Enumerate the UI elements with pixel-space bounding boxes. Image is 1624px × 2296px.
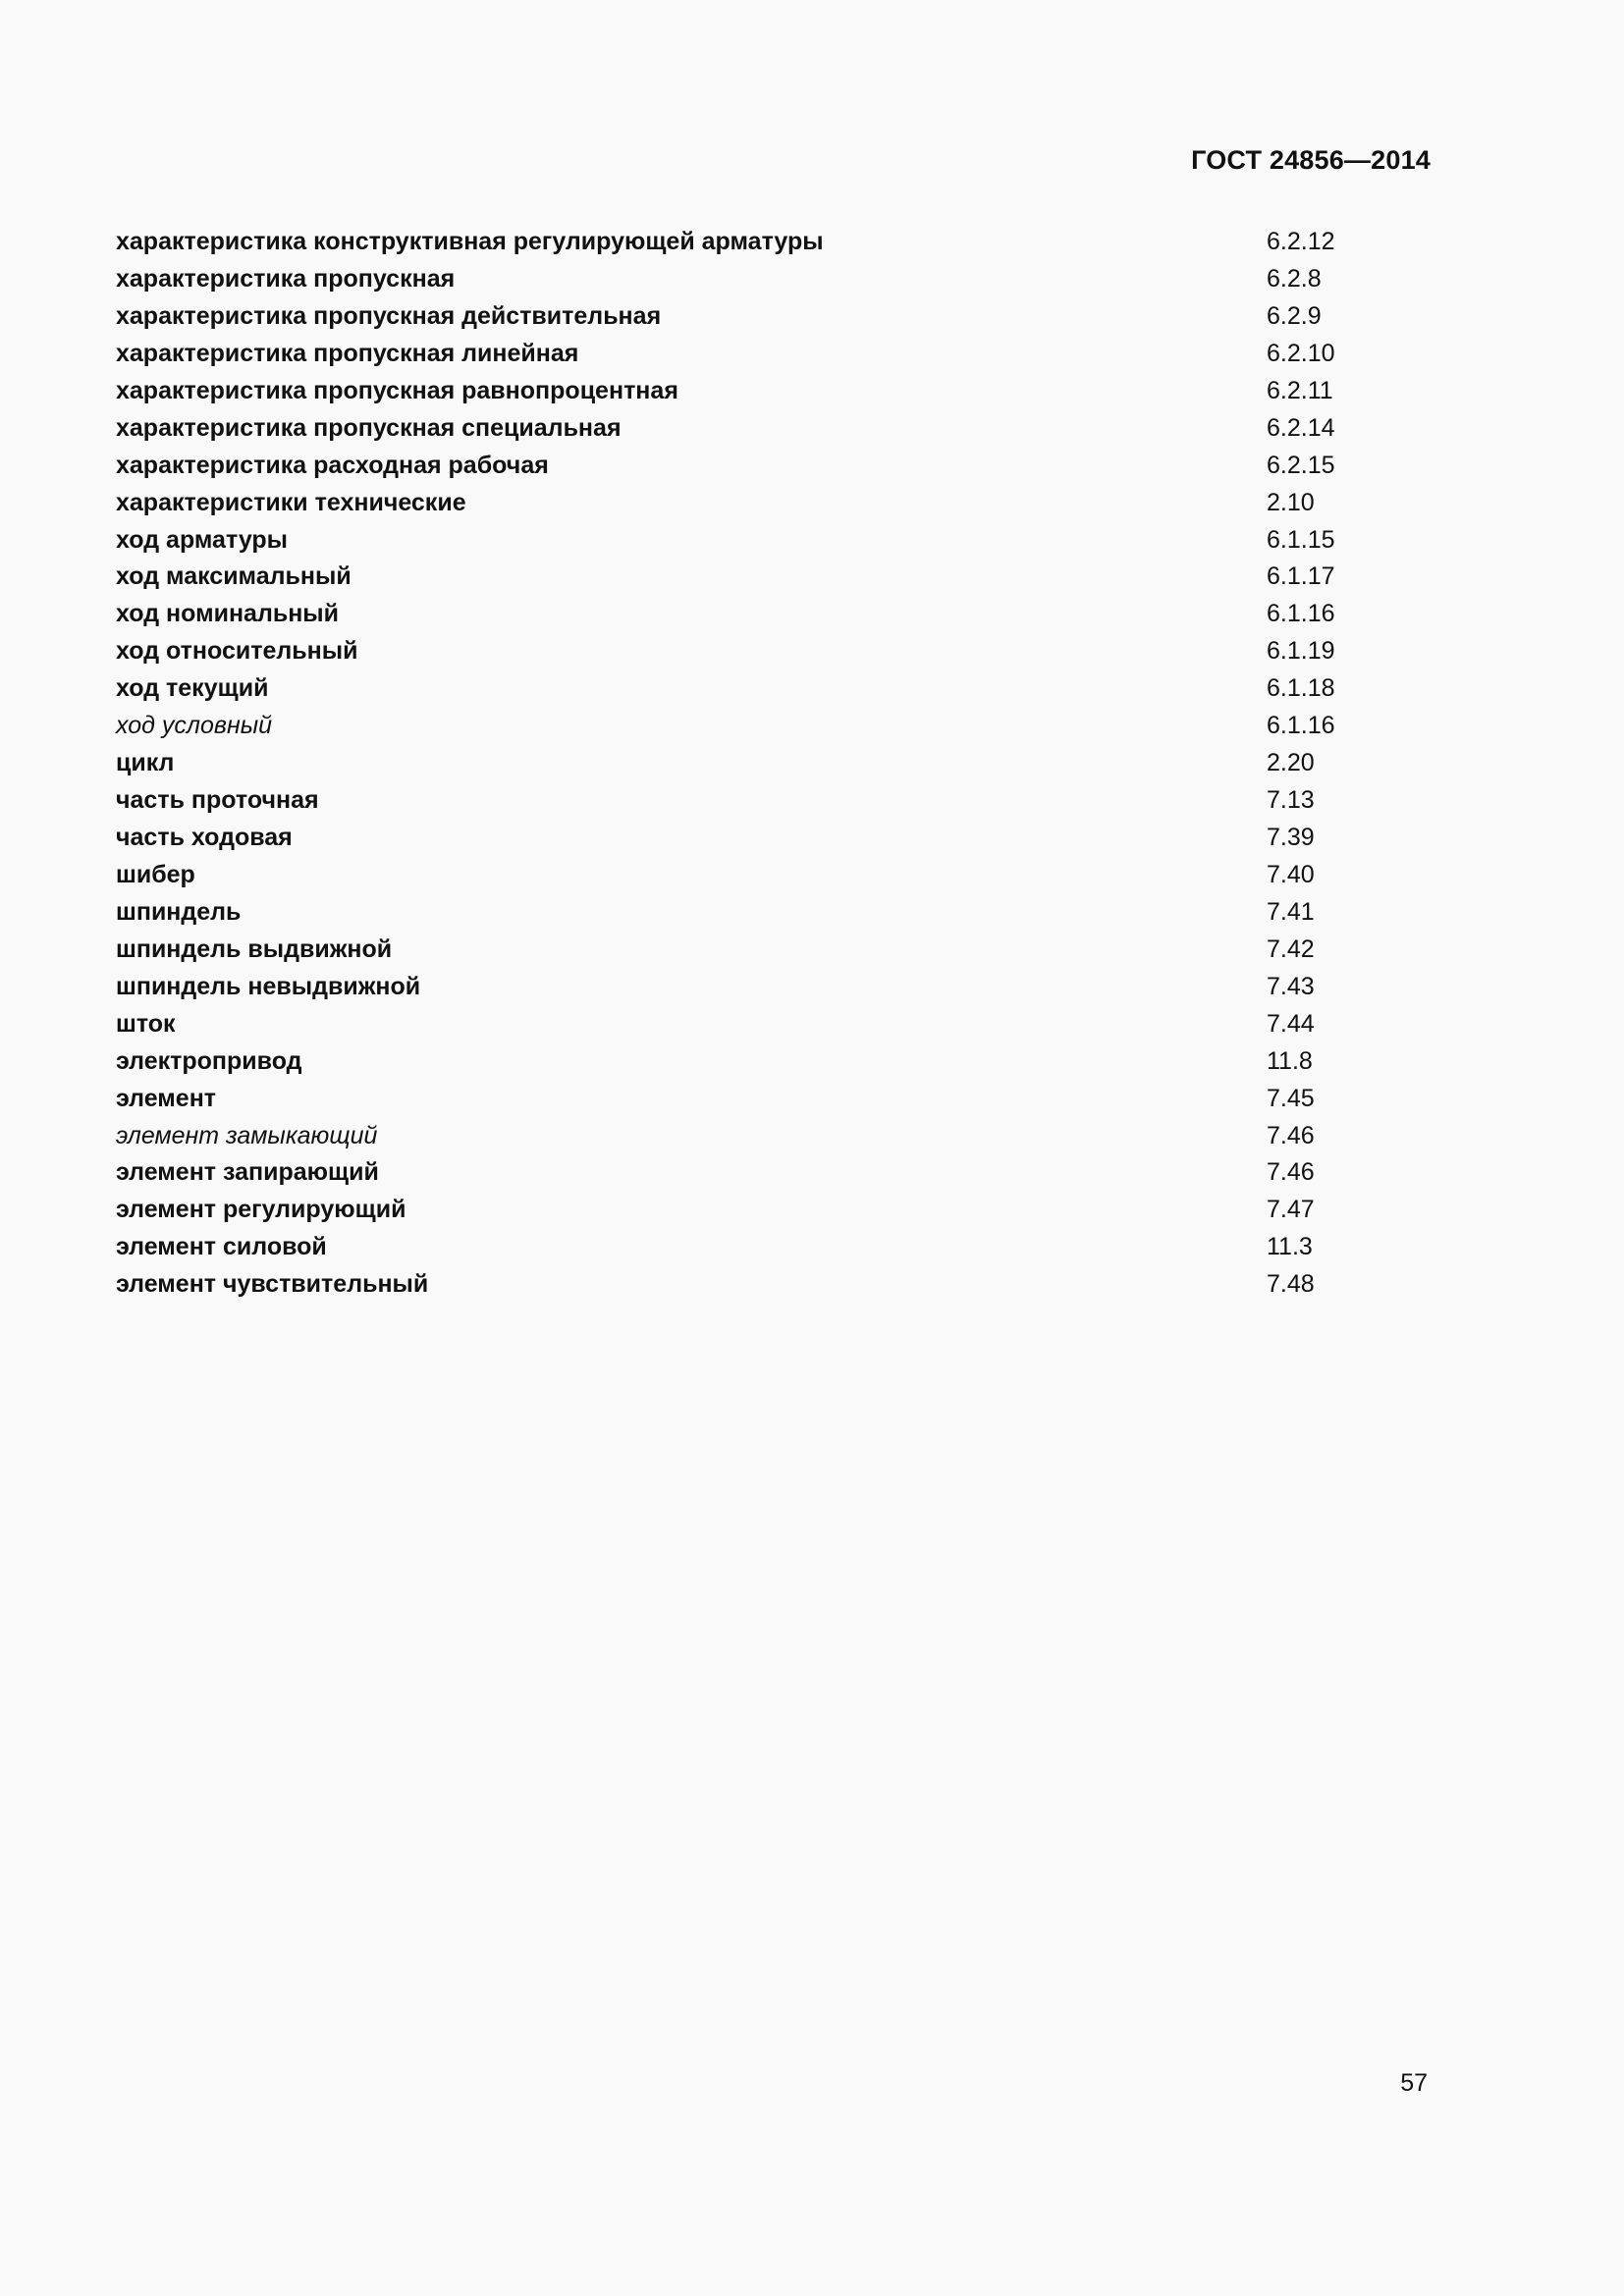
index-term: характеристика пропускная равнопроцентная — [116, 376, 678, 404]
index-section-ref: 2.10 — [1267, 488, 1315, 516]
index-section-ref: 6.2.9 — [1267, 301, 1322, 330]
index-row — [116, 485, 1333, 522]
page-number: 57 — [1400, 2069, 1428, 2097]
index-row — [116, 336, 1333, 373]
index-section-ref: 7.40 — [1267, 860, 1315, 888]
index-term: характеристики технические — [116, 488, 466, 516]
index-row — [116, 894, 1333, 932]
index-section-ref: 7.46 — [1267, 1121, 1315, 1149]
index-section-ref: 7.46 — [1267, 1158, 1315, 1187]
index-section-ref: 6.1.17 — [1267, 562, 1335, 591]
index-term: характеристика расходная рабочая — [116, 451, 549, 479]
index-term: шибер — [116, 860, 195, 888]
index-row — [116, 708, 1333, 745]
index-row — [116, 1081, 1333, 1118]
index-term: характеристика пропускная специальная — [116, 413, 622, 442]
index-row — [116, 1154, 1333, 1192]
index-section-ref: 7.39 — [1267, 824, 1315, 851]
index-section-ref: 7.13 — [1267, 786, 1315, 815]
index-term: ход номинальный — [116, 600, 340, 628]
index-term: характеристика пропускная — [116, 264, 456, 293]
index-section-ref: 2.20 — [1267, 749, 1315, 777]
index-row — [116, 261, 1333, 298]
index-term: часть проточная — [116, 786, 319, 815]
index-section-ref: 6.1.18 — [1267, 674, 1335, 703]
index-section-ref: 11.3 — [1267, 1233, 1313, 1261]
index-section-ref: 6.1.19 — [1267, 637, 1335, 666]
index-section-ref: 6.2.12 — [1267, 228, 1335, 255]
index-row — [116, 373, 1333, 410]
index-term: шпиндель — [116, 897, 242, 926]
index-row — [116, 782, 1333, 820]
index-row — [116, 857, 1333, 894]
index-term: характеристика пропускная линейная — [116, 339, 579, 367]
index-row — [116, 932, 1333, 969]
index-row — [116, 559, 1333, 596]
index-term: ход условный — [116, 712, 272, 740]
index-section-ref: 6.2.15 — [1267, 451, 1335, 479]
index-section-ref: 6.2.14 — [1267, 413, 1335, 442]
index-section-ref: 6.2.11 — [1267, 376, 1333, 404]
index-row — [116, 633, 1333, 670]
index-term: элемент замыкающий — [116, 1121, 378, 1149]
index-term: элемент — [116, 1084, 217, 1112]
index-row — [116, 969, 1333, 1006]
index-section-ref: 11.8 — [1267, 1046, 1313, 1075]
index-term: элемент запирающий — [116, 1158, 379, 1187]
index-section-ref: 7.45 — [1267, 1084, 1315, 1112]
index-term: элемент силовой — [116, 1233, 327, 1261]
index-row — [116, 224, 1333, 261]
index-section-ref: 7.47 — [1267, 1196, 1315, 1224]
index-row — [116, 522, 1333, 560]
index-row — [116, 1229, 1333, 1266]
index-row — [116, 745, 1333, 782]
index-section-ref: 7.48 — [1267, 1270, 1315, 1299]
index-term: характеристика пропускная действительная — [116, 301, 662, 330]
document-standard-header: ГОСТ 24856—2014 — [1191, 145, 1431, 175]
index-section-ref: 6.2.10 — [1267, 339, 1335, 367]
index-term: цикл — [116, 749, 175, 777]
index-row — [116, 1266, 1333, 1304]
index-row — [116, 596, 1333, 633]
index-row — [116, 410, 1333, 448]
index-section-ref: 7.41 — [1267, 897, 1315, 926]
index-term: шпиндель выдвижной — [116, 934, 393, 963]
index-term: ход текущий — [116, 674, 269, 703]
index-row — [116, 448, 1333, 485]
index-term: часть ходовая — [116, 824, 293, 851]
index-row — [116, 1006, 1333, 1043]
index-term: характеристика конструктивная регулирующей арматуры — [116, 228, 824, 255]
alphabetical-term-index — [116, 224, 1333, 1304]
index-term: ход арматуры — [116, 525, 289, 554]
index-term: ход максимальный — [116, 562, 352, 591]
index-section-ref: 6.1.15 — [1267, 525, 1335, 554]
index-term: шпиндель невыдвижной — [116, 972, 421, 1000]
index-term: электропривод — [116, 1046, 302, 1075]
index-row — [116, 1043, 1333, 1081]
index-section-ref: 7.43 — [1267, 972, 1315, 1000]
index-row — [116, 820, 1333, 857]
index-section-ref: 7.44 — [1267, 1009, 1315, 1038]
index-term: ход относительный — [116, 637, 358, 666]
index-row — [116, 1118, 1333, 1155]
index-row — [116, 670, 1333, 708]
index-section-ref: 6.2.8 — [1267, 264, 1322, 293]
index-term: шток — [116, 1009, 176, 1038]
index-section-ref: 6.1.16 — [1267, 600, 1335, 628]
index-term: элемент чувствительный — [116, 1270, 429, 1299]
index-section-ref: 7.42 — [1267, 934, 1315, 963]
index-row — [116, 1192, 1333, 1229]
index-term: элемент регулирующий — [116, 1196, 406, 1224]
index-section-ref: 6.1.16 — [1267, 712, 1335, 740]
index-row — [116, 298, 1333, 336]
